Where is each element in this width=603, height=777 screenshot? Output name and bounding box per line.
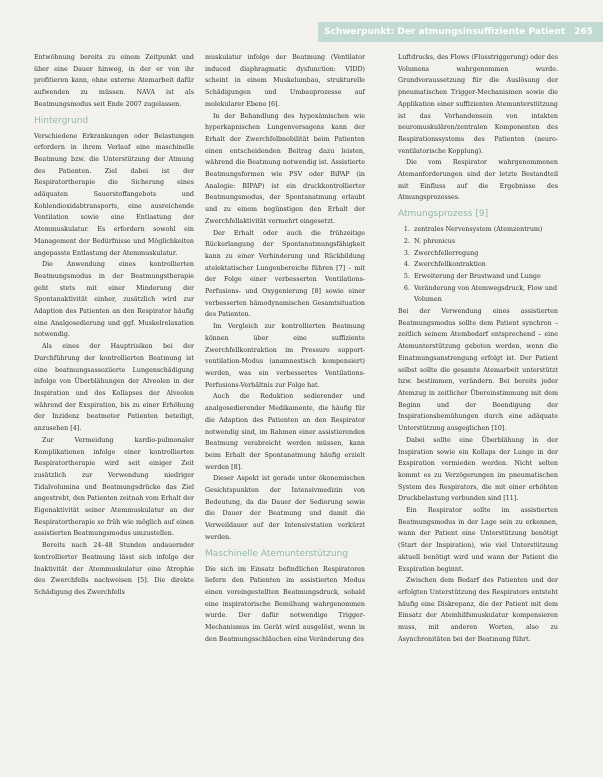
paragraph: Die Anwendung eines kontrollierten Beatmungsmodus in der Beatmungstherapie geht stets mit einer Minderung der Spontanaktivität einher, zusätzlich wird zur Adaption des Patienten an den Respirator häufig eine Analgosedierung und ggf. Muskelrelaxation notwendig. <box>34 261 194 339</box>
numbered-list <box>398 224 558 306</box>
page-number: 265 <box>574 27 593 37</box>
paragraph: Bereits nach 24–48 Stunden andauernder kontrollierter Beatmung lässt sich infolge der Inaktivität der Atemmuskulatur eine Atrophie des Zwerchfells nachweisen [5]. Die direkte Schädigung des Zwerchfells <box>34 542 194 596</box>
paragraph: Der Erhalt oder auch die frühzeitige Rückerlangung der Spontanatmungsfähigkeit kann zu einer Verhinderung und Rückbildung atelektatischer Lungenbereiche führen [7] – mit der Folge einer verbesserten Ventilations-Perfusions- und Oxygenierung [8] sowie einer verbesserten hämodynamischen Gesamtsituation des Patienten. <box>205 229 365 319</box>
paragraph: Dieser Aspekt ist gerade unter ökonomischen Gesichtspunkten der Intensivmedizin von Bedeutung, da die Dauer der Sedierung sowie die Dauer der Beatmung und damit die Verweildauer auf der Intensivstation verkürzt werden. <box>205 475 365 541</box>
paragraph: Bei der Verwendung eines assistierten Beatmungsmodus sollte dem Patient synchron – zeitlich seinem Atembedarf entsprechend – eine Atemunterstützung geboten werden, wenn die Einatmungsanstrengung erfolgt ist. Der Patient selbst sollte die gesamte Atemarbeit unterstützt bzw. bestimmen, verändern. Bei bereits jeder Atemzug in zeitlicher Übereinstimmung mit dem Beginn und der Beendigung der Inspirationsbemühungen durch eine adäquate Unterstützung ausgeglichen [10]. <box>398 308 558 433</box>
running-header <box>318 22 603 42</box>
column-left <box>34 52 194 599</box>
paragraph: Ein Respirator sollte im assistierten Beatmungsmodus in der Lage sein zu erkennen, wann der Patient eine Unterstützung benötigt (Start der Inspiration), wie viel Unterstützung aktuell benötigt wird und wann der Patient die Exspiration beginnt. <box>398 507 558 573</box>
paragraph: Die sich im Einsatz befindlichen Respiratoren liefern den Patienten im assistierten Modus einen voreingestellten Beatmungsdruck, sobald eine inspiratorische Bemühung wahrgenommen wurde. Der dafür notwendige Trigger-Mechanismus im Gerät wird ausgelöst, wenn in den Beatmungsschläuchen eine Veränderung des <box>205 565 365 643</box>
column-right <box>398 52 558 645</box>
list-item: 3. Zwerchfellerregung <box>412 248 558 260</box>
paragraph: In der Behandlung des hypoxämischen wie hyperkapnischen Lungenversagens kann der Erhalt der Zwerchfellmobilität beim Patienten einen entscheidenden Beitrag dazu leisten, während die Beatmung notwendig ist. Assistierte Beatmungsformen wie PSV oder BiPAP (in Analogie: BIPAP) ist ein druckkontrollierter Beatmungsmodus, der Spontanatmung erlaubt und zu einem begünstigen den Erhalt der Zwerchfellaktivität vermehrt eingesetzt. <box>205 112 365 225</box>
section-heading-maschinelle: Maschinelle Atemunterstützung <box>205 548 349 559</box>
paragraph: Zwischen dem Bedarf des Patienten und der erfolgten Unterstützung des Respirators entsteht häufig eine Diskrepanz, die der Patient mit dem Einsatz der Atemhilfsmuskulatur kompensieren muss, mit anderen Worten, also zu Asynchronitäten bei der Beatmung führt. <box>398 577 558 643</box>
paragraph: Luftdrucks, des Flows (Flusstriggerung) oder des Volumens wahrgenommen wurde. Grundvoraussetzung für die Auslösung der pneumatischen Trigger-Mechanismen sowie die Applikation einer suffizienten Atemunterstützung ist das Vorhandensein von intakten neuromuskulären/zentralen Komponenten des Respirationssystems des Patienten (neuro-ventilatorische Kopplung). <box>398 54 558 155</box>
paragraph: Als eines der Hauptrisiken bei der Durchführung der kontrollierten Beatmung ist eine beatmungsassoziierte Lungenschädigung infolge von Überblähungen der Alveolen in der Inspiration und des Kollapses der Alveolen während der Exspiration, bis zu einer Erhöhung der Inzidenz beatmeter Patienten beteiligt, anzusehen [4]. <box>34 343 194 433</box>
paragraph: Verschiedene Erkrankungen oder Belastungen erfordern in ihrem Verlauf eine maschinelle Beatmung bzw. die Unterstützung der Atmung des Patienten. Ziel dabei ist der Respiratortherapie die Sicherung eines adäquaten Sauerstoffangebots und Kohlendioxidabtransports, eine ausreichende Ventilation sowie eine Entlastung der Atemmuskulatur. Es erfordern sowohl ein Management der Bedürfnisse und Möglichkeiten angepasste Entlastung der Atemmuskulatur. <box>34 132 194 257</box>
list-item: 6. Veränderung von Atemwegsdruck, Flow und Volumen <box>412 283 558 306</box>
list-item: 1. zentrales Nervensystem (Atemzentrum) <box>412 224 558 236</box>
column-middle <box>205 52 365 645</box>
paragraph: muskulatur infolge der Beatmung (Ventilator induced diaphragmatic dysfunction: VIDD) scheint in einem Muskelumbau, strukturelle Schädigungen und Umbauprozesse auf molekularer Ebene [6]. <box>205 54 365 108</box>
section-heading-atmungsprozess: Atmungsprozess [9] <box>398 209 489 220</box>
section-heading-hintergrund: Hintergrund <box>34 115 89 126</box>
paragraph: Zur Vermeidung kardio-pulmonaler Komplikationen infolge einer kontrollierten Respiratortherapie wird seit einiger Zeit zusätzlich zur Verwendung niedriger Tidalvolumina und Beatmungsdrücke das Ziel angestrebt, den Patienten zeitnah vom Erhalt der Eigenaktivität seiner Atemmuskulatur an der Respiratortherapie so früh wie möglich auf einen assistierten Beatmungsmodus umzustellen. <box>34 436 194 538</box>
list-item: 4. Zwerchfellkontraktion <box>412 259 558 271</box>
paragraph: Im Vergleich zur kontrollierten Beatmung können über eine suffiziente Zwerchfellkontraktion im Pressure support-ventilation-Modus (anamnestisch kompensiert) werden, was ein verbessertes Ventilations-Perfusions-Verhältnis zur Folge hat. <box>205 323 365 389</box>
list-item: 2. N. phrenicus <box>412 236 558 248</box>
paragraph: Entwöhnung bereits zu einem Zeitpunkt und über eine Dauer hinweg, in der er von ihr profitieren kann, ohne externe Atemarbeit dafür aufwenden zu müssen. NAVA ist als Beatmungsmodus seit Ende 2007 zugelassen. <box>34 54 194 108</box>
paragraph: Auch die Reduktion sedierender und analgosedierender Medikamente, die häufig für die Adaption des Patienten an den Respirator notwendig sind, im Rahmen einer assistierenden Beatmung verabreicht werden müssen, kann beim Erhalt der Spontanatmung häufig erzielt werden [8]. <box>205 393 365 471</box>
paragraph: Dabei sollte eine Überblähung in der Inspiration sowie ein Kollaps der Lunge in der Exspiration vermieden werden. Nicht selten kommt es zu Verzögerungen im pneumatischen System des Respirators, die mit einer erhöhten Druckbelastung verbunden sind [11]. <box>398 436 558 503</box>
list-item: 5. Erweiterung der Brustwand und Lunge <box>412 271 558 283</box>
header-title: Schwerpunkt: Der atmungsinsuffiziente Patient <box>324 27 566 37</box>
paragraph: Die vom Respirator wahrgenommenen Atemanforderungen sind der letzte Bestandteil mit Einfluss auf die Ergebnisse des Atmungsprozesses. <box>398 159 558 202</box>
